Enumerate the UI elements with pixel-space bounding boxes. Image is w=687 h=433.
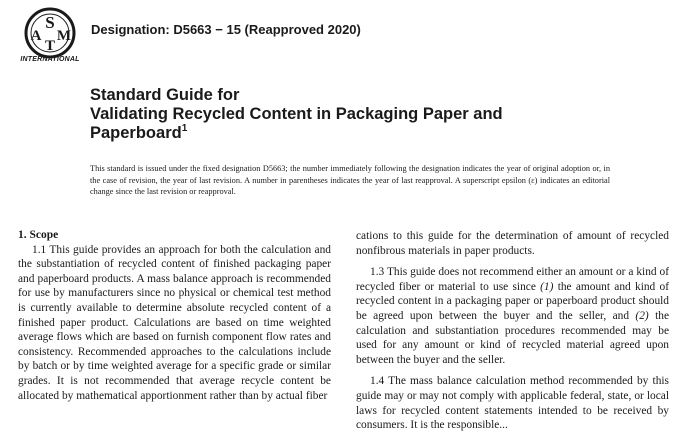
paragraph-1-3-b: the amount and kind of recycled content in a packaging paper or paperboard product should be agreed upon between the buyer and the seller, and <box>356 280 669 322</box>
svg-text:S: S <box>45 13 55 32</box>
document-title <box>90 86 650 143</box>
paragraph-1-3-c: the calculation and substantiation procedures recommended may be used for any amount or kind of recycled material agreed upon between the buyer and the seller. <box>356 309 670 366</box>
scope-heading: 1. Scope <box>18 229 59 241</box>
right-column <box>356 229 669 433</box>
title-line-2: Validating Recycled Content in Packaging Paper and <box>90 105 503 123</box>
logo-caption: INTERNATIONAL <box>20 56 80 63</box>
svg-text:A: A <box>30 28 42 44</box>
paragraph-1-4: 1.4 The mass balance calculation method recommended by this guide may or may not comply with applicable federal, state, or local laws for recycled content statements intended to be received by consumers. It is the responsible... <box>356 375 669 432</box>
paragraph-1-3-a: 1.3 This guide does not recommend either an amount or a kind of recycled fiber or material to use since <box>356 266 669 293</box>
left-column <box>18 228 331 403</box>
paragraph-1-3-n1: (1) <box>540 280 554 293</box>
astm-logo-icon <box>18 6 82 62</box>
svg-text:T: T <box>44 38 56 54</box>
paragraph-1-3-n2: (2) <box>635 309 649 322</box>
paragraph-1-1: 1.1 This guide provides an approach for both the calculation and the substantiation of recycled content of finished packaging paper and paperboard products. A mass balance approach is recommended for use by manufacturers since no physical or chemical test method is currently available to determine absolute recycled content of a finished paper product. Calculations are based on time weighted average flows which are based on furnish component flow rates and consistency. Recommended approaches to the calculations include by batch or by time weighted average for a specific grade or similar grades. It is not recommended that average recycle content be allocated by mathematical apportionment rather than by actual fiber <box>18 243 331 402</box>
svg-text:M: M <box>56 28 72 44</box>
title-footnote-mark: 1 <box>181 123 188 134</box>
title-line-3 <box>90 124 650 143</box>
paragraph-1-2-continued: cations to this guide for the determination of amount of recycled nonfibrous materials in paper products. <box>356 230 669 257</box>
title-line-3-text: Paperboard <box>90 124 182 142</box>
designation: Designation: D5663 − 15 (Reapproved 2020) <box>91 22 361 37</box>
issuance-notice: This standard is issued under the fixed designation D5663; the number immediately following the designation indicates the year of original adoption or, in the case of revision, the year of last revision. A number in parentheses indicates the year of last reapproval. A superscript epsilon (ε) indicates an editorial change since the last revision or reapproval. <box>90 164 610 196</box>
paragraph-1-3 <box>356 265 669 367</box>
title-line-1: Standard Guide for <box>90 86 240 104</box>
